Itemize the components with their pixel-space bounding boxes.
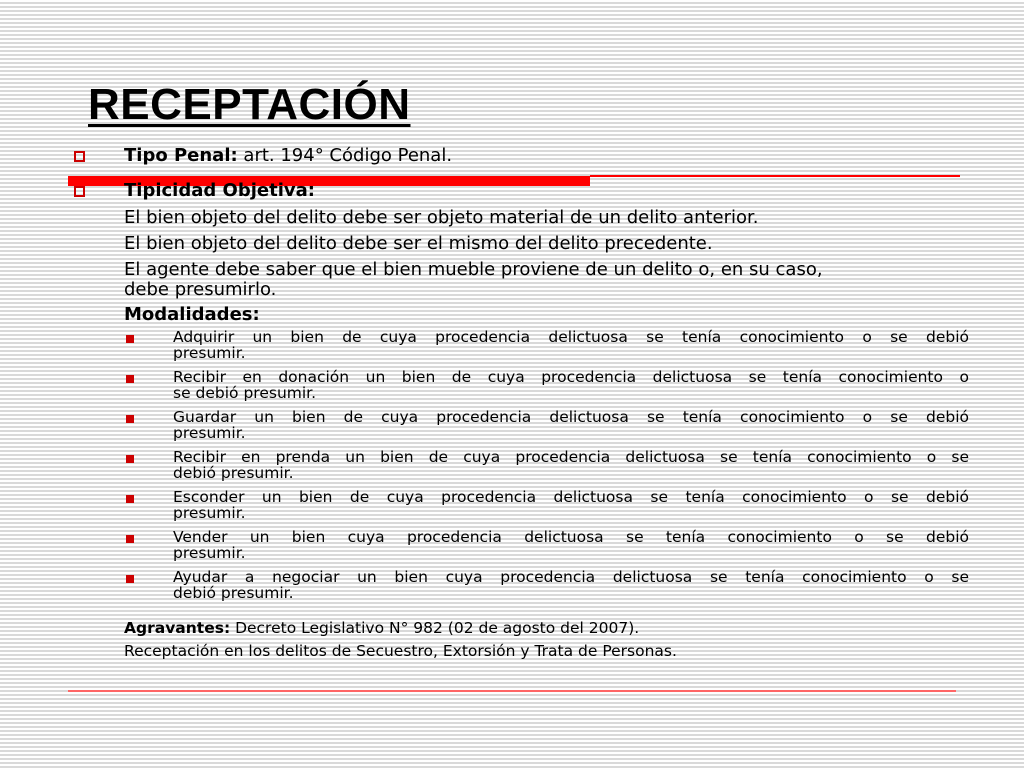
modalidad-item: [173, 449, 969, 481]
tipicidad-line: El agente debe saber que el bien mueble proviene de un delito o, en su caso,: [124, 259, 823, 280]
modalidad-item: [173, 529, 969, 561]
filled-square-bullet-icon: [126, 575, 134, 583]
modalidad-item-line: presumir.: [173, 344, 246, 362]
hollow-square-bullet-icon: [74, 151, 85, 162]
filled-square-bullet-icon: [126, 415, 134, 423]
tipo-penal-label: Tipo Penal:: [124, 145, 238, 166]
modalidad-item-line: Recibir en prenda un bien de cuya procedencia delictuosa se tenía conocimiento o se: [173, 448, 969, 466]
hollow-square-bullet-icon: [74, 186, 85, 197]
agravantes-line2: Receptación en los delitos de Secuestro, Extorsión y Trata de Personas.: [124, 642, 677, 660]
modalidad-item-line: Recibir en donación un bien de cuya procedencia delictuosa se tenía conocimiento o: [173, 368, 969, 386]
modalidad-item-line: Ayudar a negociar un bien cuya procedencia delictuosa se tenía conocimiento o se: [173, 568, 969, 586]
modalidad-item-line: debió presumir.: [173, 584, 294, 602]
tipicidad-line: El bien objeto del delito debe ser el mismo del delito precedente.: [124, 233, 713, 254]
modalidad-item-line: presumir.: [173, 504, 246, 522]
filled-square-bullet-icon: [126, 495, 134, 503]
tipicidad-line: debe presumirlo.: [124, 279, 277, 300]
modalidad-item-line: presumir.: [173, 544, 246, 562]
modalidad-item-line: Guardar un bien de cuya procedencia delictuosa se tenía conocimiento o se debió: [173, 408, 969, 426]
title-accent-line: [590, 175, 960, 177]
filled-square-bullet-icon: [126, 455, 134, 463]
tipicidad-line: El bien objeto del delito debe ser objeto material de un delito anterior.: [124, 207, 759, 228]
modalidad-item-line: se debió presumir.: [173, 384, 317, 402]
slide-title: RECEPTACIÓN: [88, 80, 411, 129]
tipo-penal-line: [124, 145, 452, 166]
tipicidad-label: Tipicidad Objetiva:: [124, 180, 315, 201]
modalidad-item-line: presumir.: [173, 424, 246, 442]
filled-square-bullet-icon: [126, 375, 134, 383]
modalidad-item: [173, 369, 969, 401]
agravantes-label: Agravantes:: [124, 619, 231, 637]
filled-square-bullet-icon: [126, 535, 134, 543]
tipo-penal-text: art. 194° Código Penal.: [237, 145, 453, 166]
modalidad-item-line: Adquirir un bien de cuya procedencia delictuosa se tenía conocimiento o se debió: [173, 328, 969, 346]
agravantes-text: Decreto Legislativo N° 982 (02 de agosto del 2007).: [230, 619, 640, 637]
modalidad-item: [173, 489, 969, 521]
modalidad-item-line: debió presumir.: [173, 464, 294, 482]
modalidad-item: [173, 569, 969, 601]
agravantes-line: [124, 619, 639, 637]
modalidad-item: [173, 409, 969, 441]
modalidad-item-line: Vender un bien cuya procedencia delictuosa se tenía conocimiento o se debió: [173, 528, 969, 546]
modalidad-item: [173, 329, 969, 361]
modalidad-item-line: Esconder un bien de cuya procedencia delictuosa se tenía conocimiento o se debió: [173, 488, 969, 506]
footer-accent-line: [68, 690, 956, 692]
filled-square-bullet-icon: [126, 335, 134, 343]
modalidades-label: Modalidades:: [124, 304, 260, 325]
